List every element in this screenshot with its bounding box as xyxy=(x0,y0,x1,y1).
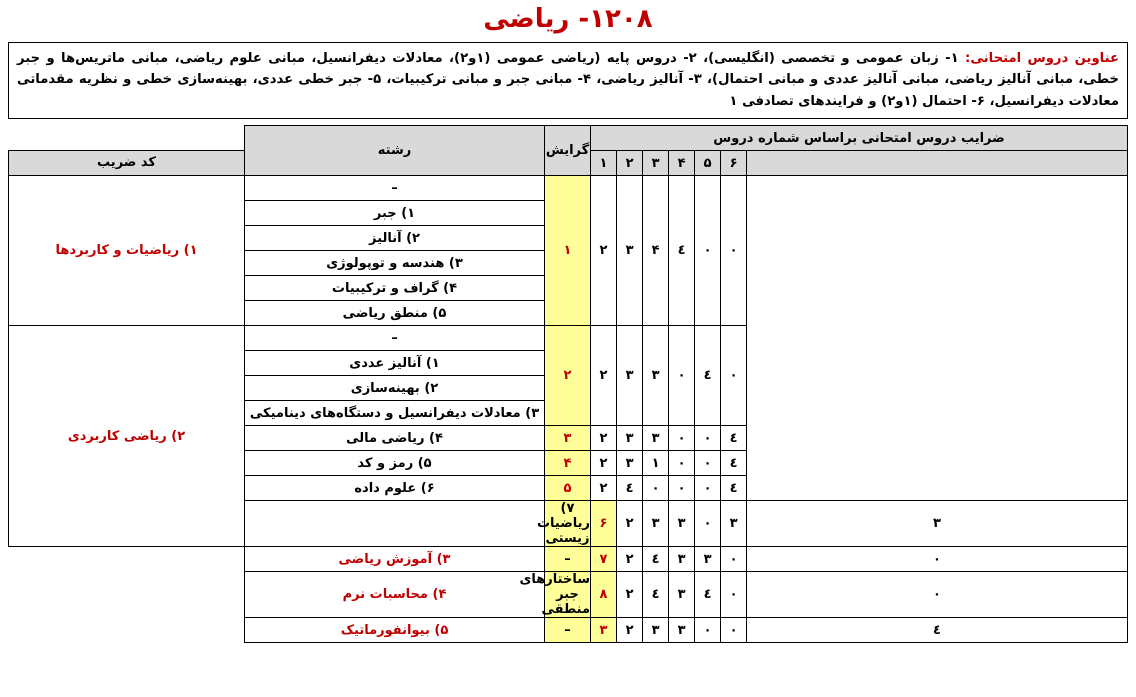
g1-gerayesh-3: ۳) هندسه و توپولوژی xyxy=(245,251,545,276)
table-head xyxy=(9,126,1128,176)
header-blank xyxy=(747,151,1128,176)
r4-gerayesh: – xyxy=(545,547,591,572)
g2-code: ۲ xyxy=(545,326,591,426)
r4-coef-1: ۲ xyxy=(617,547,643,572)
table-row xyxy=(9,176,1128,201)
r5-coef-3: ۳ xyxy=(669,572,695,618)
g1-coef-4: ٤ xyxy=(669,176,695,326)
exam-courses-text: ۱- زبان عمومی و تخصصی (انگلیسی)، ۲- دروس پایه (ریاضی عمومی (۱و۲)، معادلات دیفرانسیل، مبانی علوم ریاضی، مبانی ماتریس‌ها و جبر خطی، مبانی آنالیز ریاضی، مبانی آنالیز عددی و مبانی احتمال)، ۳- آنالیز ریاضی، ۴- مبانی جبر و مبانی ترکیبیات، ۵- جبر خطی عددی، بهینه‌سازی خطی و نظریه مقدماتی معادلات دیفرانسیل، ۶- احتمال (۱و۲) و فرایندهای تصادفی ۱ xyxy=(17,51,1119,109)
r4-coef-2: ٤ xyxy=(643,547,669,572)
r1-coef-4: ۰ xyxy=(669,451,695,476)
coefficients-table xyxy=(8,125,1128,643)
header-course-1: ۱ xyxy=(591,151,617,176)
r2-coef-3: ۰ xyxy=(643,476,669,501)
r2-coef-5: ۰ xyxy=(695,476,721,501)
r0-gerayesh: ۴) ریاضی مالی xyxy=(245,426,545,451)
r6-coef-3: ۳ xyxy=(669,618,695,643)
r2-coef-2: ٤ xyxy=(617,476,643,501)
r3-coef-1: ۲ xyxy=(617,501,643,547)
r0-coef-2: ۳ xyxy=(617,426,643,451)
r6-coef-4: ۰ xyxy=(695,618,721,643)
r5-coef-2: ٤ xyxy=(643,572,669,618)
g2-coef-4: ۰ xyxy=(669,326,695,426)
r5-coef-4: ٤ xyxy=(695,572,721,618)
r5-code: ۸ xyxy=(591,572,617,618)
r4-code: ۷ xyxy=(591,547,617,572)
g2-gerayesh-0: – xyxy=(245,326,545,351)
r6-coef-1: ۲ xyxy=(617,618,643,643)
r6-coef-2: ۳ xyxy=(643,618,669,643)
g2-coef-2: ۳ xyxy=(617,326,643,426)
table-row xyxy=(9,572,1128,618)
g1-code: ۱ xyxy=(545,176,591,326)
r0-coef-1: ۲ xyxy=(591,426,617,451)
g1-coef-3: ۴ xyxy=(643,176,669,326)
g1-reshte: ۱) ریاضیات و کاربردها xyxy=(9,176,245,326)
r2-code: ۵ xyxy=(545,476,591,501)
r6-gerayesh: – xyxy=(545,618,591,643)
table-row xyxy=(9,547,1128,572)
r4-reshte: ۳) آموزش ریاضی xyxy=(245,547,545,572)
g1-coef-2: ۳ xyxy=(617,176,643,326)
r5-coef-1: ۲ xyxy=(617,572,643,618)
r2-gerayesh: ۶) علوم داده xyxy=(245,476,545,501)
g2-coef-5: ٤ xyxy=(695,326,721,426)
header-course-5: ۵ xyxy=(695,151,721,176)
r3-coef-6: ۳ xyxy=(747,501,1128,547)
r5-coef-6: ۰ xyxy=(747,572,1128,618)
r2-coef-1: ۲ xyxy=(591,476,617,501)
r6-coef-6: ٤ xyxy=(747,618,1128,643)
header-course-2: ۲ xyxy=(617,151,643,176)
r1-coef-3: ۱ xyxy=(643,451,669,476)
r4-coef-3: ۳ xyxy=(669,547,695,572)
g2-gerayesh-2: ۲) بهینه‌سازی xyxy=(245,376,545,401)
r4-coef-6: ۰ xyxy=(747,547,1128,572)
header-reshte: رشته xyxy=(245,126,545,176)
r4-coef-4: ۳ xyxy=(695,547,721,572)
g1-gerayesh-0: – xyxy=(245,176,545,201)
r0-coef-5: ۰ xyxy=(695,426,721,451)
exam-courses-note xyxy=(8,42,1128,119)
r5-reshte: ۴) محاسبات نرم xyxy=(245,572,545,618)
header-course-3: ۳ xyxy=(643,151,669,176)
r1-coef-5: ۰ xyxy=(695,451,721,476)
table-row xyxy=(9,618,1128,643)
r5-gerayesh: ساختارهای جبر منطقی xyxy=(519,572,590,618)
r5-coef-5: ۰ xyxy=(721,572,747,618)
table-header-row-1 xyxy=(9,126,1128,151)
header-gerayesh: گرایش xyxy=(545,126,591,176)
r1-code: ۴ xyxy=(545,451,591,476)
r0-code: ۳ xyxy=(545,426,591,451)
g2-coef-1: ۲ xyxy=(591,326,617,426)
r1-coef-6: ٤ xyxy=(721,451,747,476)
r3-coef-2: ۳ xyxy=(643,501,669,547)
r0-coef-6: ٤ xyxy=(721,426,747,451)
r6-code: ۳ xyxy=(591,618,617,643)
header-code: کد ضریب xyxy=(9,151,245,176)
g2-reshte: ۲) ریاضی کاربردی xyxy=(9,326,245,547)
g1-coef-5: ۰ xyxy=(695,176,721,326)
r3-code: ۶ xyxy=(591,501,617,547)
g2-gerayesh-3: ۳) معادلات دیفرانسیل و دستگاه‌های دینامیکی xyxy=(245,401,545,426)
r4-coef-5: ۰ xyxy=(721,547,747,572)
r6-coef-5: ۰ xyxy=(721,618,747,643)
g1-coef-1: ۲ xyxy=(591,176,617,326)
page-title: ۱۲۰۸- ریاضی xyxy=(483,4,653,34)
header-course-6: ۶ xyxy=(721,151,747,176)
r3-coef-3: ۳ xyxy=(669,501,695,547)
r1-gerayesh: ۵) رمز و کد xyxy=(245,451,545,476)
g2-coef-3: ۳ xyxy=(643,326,669,426)
g1-gerayesh-4: ۴) گراف و ترکیبیات xyxy=(245,276,545,301)
r3-gerayesh: ۷) ریاضیات زیستی xyxy=(536,501,590,547)
header-coefficients-group: ضرایب دروس امتحانی براساس شماره دروس xyxy=(591,126,1128,151)
r1-coef-2: ۳ xyxy=(617,451,643,476)
r0-coef-3: ۳ xyxy=(643,426,669,451)
g2-coef-6: ۰ xyxy=(721,326,747,426)
g1-coef-6: ۰ xyxy=(721,176,747,326)
exam-courses-label: عناوین دروس امتحانی: xyxy=(965,51,1120,66)
page-root xyxy=(0,4,1136,643)
g1-gerayesh-2: ۲) آنالیز xyxy=(245,226,545,251)
blank-column xyxy=(747,176,1128,501)
header-course-4: ۴ xyxy=(669,151,695,176)
r0-coef-4: ۰ xyxy=(669,426,695,451)
r2-coef-4: ۰ xyxy=(669,476,695,501)
r2-coef-6: ٤ xyxy=(721,476,747,501)
table-body xyxy=(9,176,1128,643)
r6-reshte: ۵) بیوانفورماتیک xyxy=(245,618,545,643)
r3-coef-4: ۰ xyxy=(695,501,721,547)
g1-gerayesh-1: ۱) جبر xyxy=(245,201,545,226)
g1-gerayesh-5: ۵) منطق ریاضی xyxy=(245,301,545,326)
r3-coef-5: ۳ xyxy=(721,501,747,547)
g2-gerayesh-1: ۱) آنالیز عددی xyxy=(245,351,545,376)
r1-coef-1: ۲ xyxy=(591,451,617,476)
